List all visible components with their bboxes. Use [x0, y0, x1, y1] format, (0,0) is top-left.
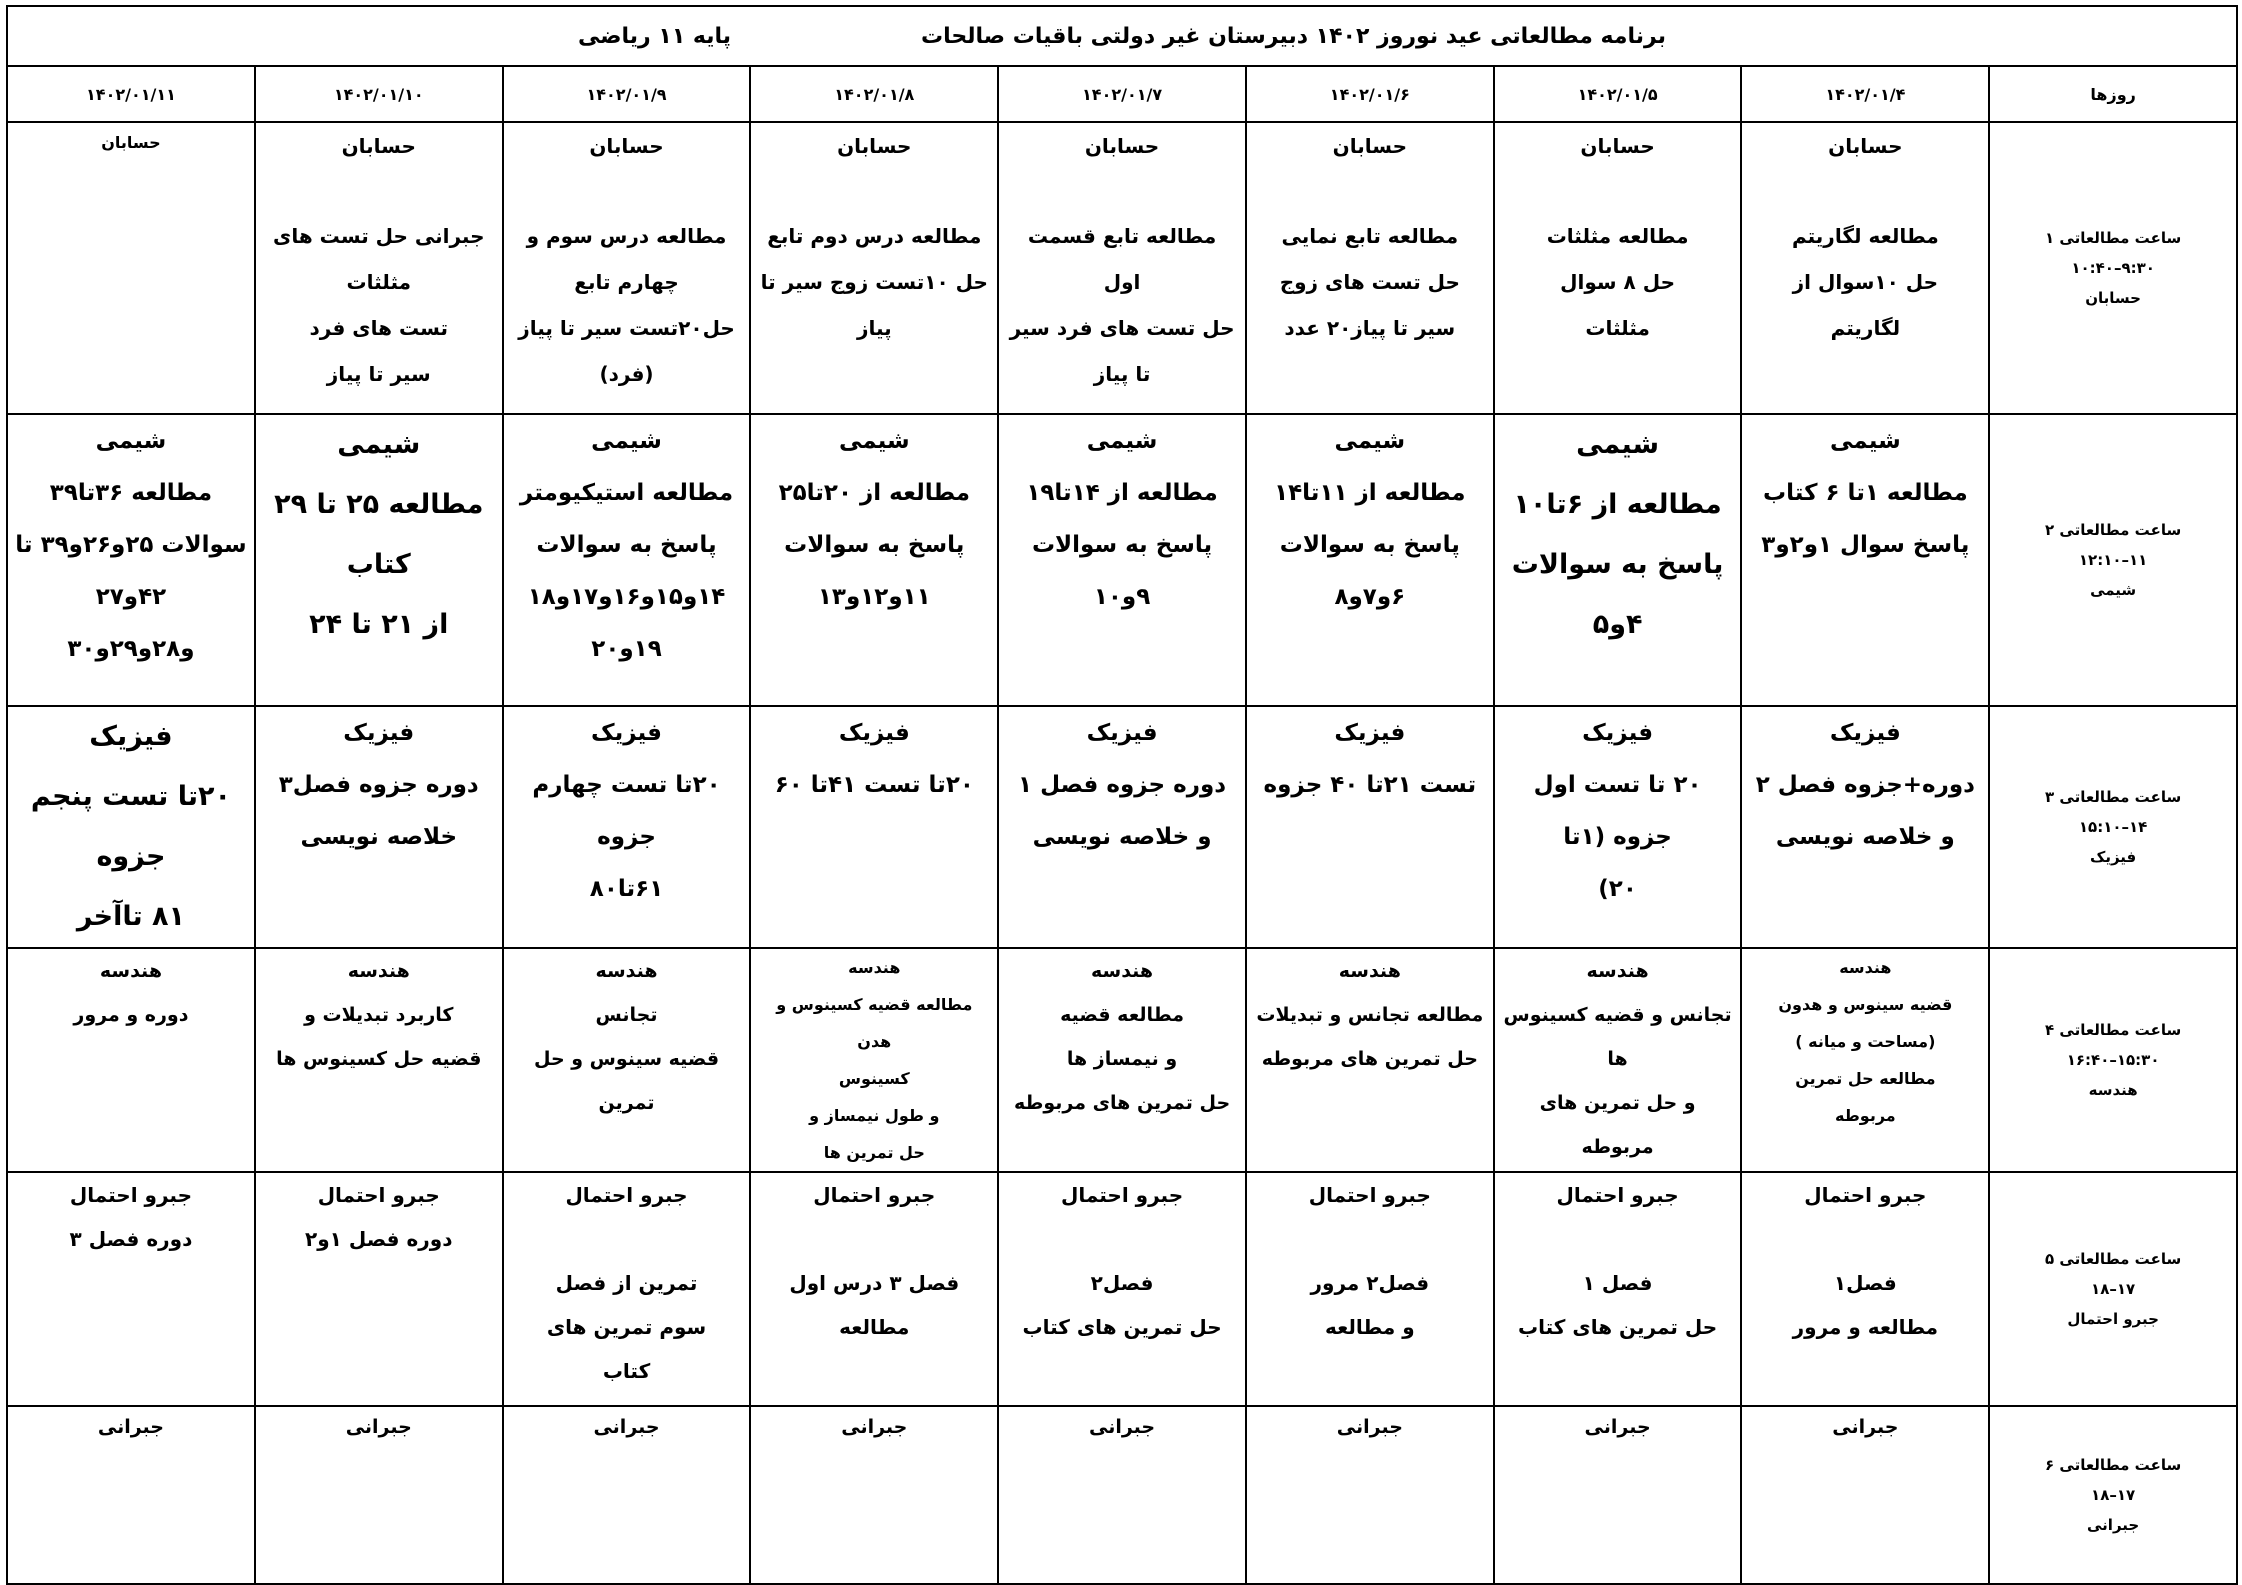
task-line: و خلاصه نویسی: [1032, 824, 1212, 850]
task-line: مطالعه ۲۵ تا ۲۹ کتاب: [274, 489, 484, 580]
spacer: [262, 169, 496, 213]
task-line: ۱۹و۲۰: [591, 636, 662, 662]
task-line: مطالعه ۳۶تا۳۹: [49, 480, 213, 506]
task-line: پاسخ سوال ۱و۲و۳: [1761, 532, 1970, 558]
subject-name: حسابان: [1580, 134, 1655, 158]
schedule-cell: [1246, 948, 1494, 1172]
task-line: فصل۲ مرور: [1310, 1271, 1430, 1295]
schedule-cell: [1494, 706, 1742, 948]
spacer: [757, 169, 991, 213]
task-line: فصل۱: [1833, 1271, 1897, 1295]
task-line: مطالعه تجانس و تبدیلات: [1256, 1004, 1484, 1026]
task-line: مطالعه تابع نمایی: [1281, 224, 1459, 248]
schedule-cell: [1246, 706, 1494, 948]
schedule-cell: [1246, 414, 1494, 706]
subject-name: شیمی: [1086, 428, 1158, 454]
session-label-line: ۱۵:۳۰–۱۶:۴۰: [2066, 1051, 2160, 1069]
task-line: قضیه حل کسینوس ها: [276, 1048, 482, 1070]
subject-name: جبرو احتمال: [1556, 1183, 1679, 1207]
task-line: تست ۲۱تا ۴۰ جزوه: [1263, 772, 1477, 798]
task-line: مطالعه استیکیومتر: [519, 480, 734, 506]
schedule-cell: [1246, 1406, 1494, 1584]
schedule-cell: [7, 122, 255, 414]
days-label: روزها: [1989, 66, 2237, 122]
task-line: اول: [1103, 270, 1141, 294]
subject-name: شیمی: [1830, 428, 1901, 454]
task-line: حل تمرین ها: [823, 1143, 925, 1162]
schedule-cell: [1494, 948, 1742, 1172]
schedule-cell: [255, 706, 503, 948]
spacer: [1005, 169, 1239, 213]
subject-name: جبرو احتمال: [1804, 1183, 1927, 1207]
spacer: [1005, 1217, 1239, 1261]
session-label: [1989, 1172, 2237, 1406]
schedule-cell: [255, 122, 503, 414]
task-line: دوره+جزوه فصل ۲: [1755, 772, 1975, 798]
schedule-cell: [1494, 414, 1742, 706]
session-label-line: ۱۴–۱۵:۱۰: [2078, 818, 2148, 836]
schedule-cell: [750, 948, 998, 1172]
task-line: ۶۱تا۸۰: [589, 876, 664, 902]
task-line: حل تمرین های مربوطه: [1013, 1092, 1231, 1114]
task-line: سوالات ۲۵و۲۶و۳۹ تا: [15, 532, 247, 558]
task-line: لگاریتم: [1830, 316, 1901, 340]
task-line: پاسخ به سوالات: [536, 532, 717, 558]
task-line: سیر تا پیاز۲۰ عدد: [1284, 316, 1456, 340]
schedule-cell: [998, 1406, 1246, 1584]
subject-name: جبرانی: [593, 1416, 660, 1438]
task-line: فصل ۳ درس اول: [789, 1271, 960, 1295]
session-label-line: جبرو احتمال: [2067, 1310, 2159, 1328]
date-header: ۱۴۰۲/۰۱/۸: [750, 66, 998, 122]
subject-name: شیمی: [1334, 428, 1406, 454]
task-line: ۴۲و۲۷: [95, 584, 167, 610]
session-label-line: جبرانی: [2087, 1516, 2140, 1534]
title-cell: [7, 6, 2237, 66]
schedule-cell: [1741, 122, 1989, 414]
task-line: تجانس و قضیه کسینوس ها: [1503, 1004, 1732, 1070]
task-line: مربوطه: [1835, 1106, 1896, 1125]
subject-name: هندسه: [347, 960, 410, 982]
task-line: حل ۸ سوال: [1560, 270, 1675, 294]
task-line: مطالعه حل تمرین: [1795, 1069, 1936, 1088]
session-label-line: فیزیک: [2089, 848, 2137, 866]
subject-name: فیزیک: [838, 720, 910, 746]
task-line: حل تمرین های کتاب: [1022, 1315, 1222, 1339]
subject-name: حسابان: [341, 134, 416, 158]
task-line: و خلاصه نویسی: [1775, 824, 1955, 850]
subject-name: هندسه: [848, 958, 901, 977]
subject-name: جبرانی: [1088, 1416, 1156, 1438]
task-line: دوره جزوه فصل ۱: [1018, 772, 1227, 798]
session-label-line: ۹:۳۰–۱۰:۴۰: [2071, 259, 2155, 277]
task-line: پاسخ به سوالات ۴و۵: [1511, 549, 1724, 640]
subject-name: فیزیک: [591, 720, 662, 746]
session-row: [7, 1172, 2237, 1406]
subject-name: جبرو احتمال: [1308, 1183, 1431, 1207]
spacer: [510, 169, 744, 213]
spacer: [510, 1217, 744, 1261]
task-line: از ۲۱ تا ۲۴: [309, 609, 449, 640]
session-label-line: شیمی: [2090, 581, 2137, 599]
session-label-line: ساعت مطالعاتی ۲: [2045, 521, 2182, 539]
task-line: ۲۰): [1598, 876, 1637, 902]
schedule-cell: [750, 706, 998, 948]
schedule-cell: [503, 414, 751, 706]
task-line: و طول نیمساز و: [809, 1106, 940, 1125]
schedule-cell: [998, 414, 1246, 706]
task-line: جزوه: [597, 824, 656, 850]
task-line: ۱۴و۱۵و۱۶و۱۷و۱۸: [527, 584, 726, 610]
subject-name: هندسه: [99, 960, 162, 982]
subject-name: جبرو احتمال: [565, 1183, 688, 1207]
schedule-cell: [750, 1172, 998, 1406]
subject-name: فیزیک: [1334, 720, 1406, 746]
session-label-line: ساعت مطالعاتی ۴: [2045, 1021, 2182, 1039]
subject-name: فیزیک: [1582, 720, 1654, 746]
spacer: [1748, 1217, 1982, 1261]
task-line: جبرانی حل تست های مثلثات: [273, 224, 485, 294]
session-label-line: ۱۷–۱۸: [2091, 1486, 2136, 1504]
subject-name: جبرو احتمال: [317, 1183, 440, 1207]
task-line: فصل ۱: [1582, 1271, 1653, 1295]
session-row: [7, 414, 2237, 706]
task-line: قضیه سینوس و حل تمرین: [533, 1048, 720, 1114]
schedule-cell: [503, 1172, 751, 1406]
task-line: ۲۰تا تست پنجم جزوه: [30, 781, 231, 872]
task-line: خلاصه نویسی: [300, 824, 458, 850]
subject-name: فیزیک: [1829, 720, 1901, 746]
subject-name: فیزیک: [1086, 720, 1158, 746]
schedule-cell: [1741, 1406, 1989, 1584]
task-line: مطالعه از ۱۴تا۱۹: [1026, 480, 1218, 506]
task-line: کسینوس: [838, 1069, 910, 1088]
schedule-cell: [503, 122, 751, 414]
task-line: کتاب: [602, 1359, 651, 1383]
task-line: مطالعه قضیه: [1060, 1004, 1184, 1026]
schedule-cell: [1494, 122, 1742, 414]
task-line: ۲۰تا تست ۴۱تا ۶۰: [774, 772, 974, 798]
date-header: ۱۴۰۲/۰۱/۱۰: [255, 66, 503, 122]
task-line: حل ۱۰سوال از: [1792, 270, 1939, 294]
subject-name: جبرانی: [97, 1416, 164, 1438]
schedule-cell: [7, 1406, 255, 1584]
schedule-cell: [1741, 414, 1989, 706]
date-header: ۱۴۰۲/۰۱/۶: [1246, 66, 1494, 122]
subject-name: حسابان: [1828, 134, 1903, 158]
task-line: ۲۰ تا تست اول جزوه (۱تا: [1533, 772, 1702, 850]
session-label: [1989, 122, 2237, 414]
subject-name: جبرو احتمال: [1060, 1183, 1184, 1207]
session-label-line: هندسه: [2088, 1081, 2138, 1099]
schedule-cell: [255, 1172, 503, 1406]
task-line: مطالعه از ۶تا۱۰: [1513, 489, 1722, 520]
task-line: و نیمساز ها: [1066, 1048, 1178, 1070]
task-line: پاسخ به سوالات ۹و۱۰: [1031, 532, 1213, 610]
task-line: مطالعه از ۱۱تا۱۴: [1274, 480, 1466, 506]
task-line: مطالعه ۱تا ۶ کتاب: [1762, 480, 1968, 506]
task-line: حل ۱۰تست زوج سیر تا پیاز: [760, 270, 988, 340]
schedule-cell: [1741, 1172, 1989, 1406]
spacer: [1253, 1217, 1487, 1261]
subject-name: جبرانی: [1832, 1416, 1899, 1438]
task-line: دوره فصل ۱و۲: [305, 1227, 453, 1251]
task-line: حل۲۰تست سیر تا پیاز (فرد): [518, 316, 735, 386]
session-label-line: ۱۱–۱۲:۱۰: [2078, 551, 2148, 569]
subject-name: شیمی: [337, 429, 421, 460]
subject-name: شیمی: [95, 428, 167, 454]
grade-label: پایه ۱۱ ریاضی: [578, 23, 732, 49]
schedule-cell: [7, 1172, 255, 1406]
subject-name: حسابان: [837, 134, 912, 158]
subject-name: حسابان: [1084, 134, 1160, 158]
task-line: تست های فرد: [309, 316, 448, 340]
spacer: [757, 1217, 991, 1261]
task-line: تجانس: [595, 1004, 658, 1026]
task-line: تمرین از فصل: [555, 1271, 698, 1295]
schedule-cell: [998, 706, 1246, 948]
schedule-cell: [255, 1406, 503, 1584]
task-line: ۸۱ تاآخر: [76, 901, 186, 932]
subject-name: هندسه: [1338, 960, 1401, 982]
task-line: مطالعه قضیه کسینوس و هدن: [776, 995, 973, 1051]
session-label-line: ساعت مطالعاتی ۶: [2045, 1456, 2182, 1474]
subject-name: حسابان: [101, 133, 161, 152]
subject-name: هندسه: [1090, 960, 1154, 982]
subject-name: جبرانی: [1336, 1416, 1403, 1438]
session-label-line: ساعت مطالعاتی ۵: [2045, 1250, 2182, 1268]
task-line: مطالعه لگاریتم: [1791, 224, 1939, 248]
task-line: و مطالعه: [1324, 1315, 1415, 1339]
session-label: [1989, 414, 2237, 706]
task-line: حل تست های فرد سیر تا پیاز: [1009, 316, 1235, 386]
task-line: مطالعه تابع قسمت: [1027, 224, 1217, 248]
session-label-line: ساعت مطالعاتی ۳: [2045, 788, 2182, 806]
schedule-table: [6, 5, 2238, 1585]
session-row: [7, 706, 2237, 948]
task-line: فصل۲: [1090, 1271, 1154, 1295]
subject-name: جبرو احتمال: [813, 1183, 936, 1207]
task-line: مطالعه: [839, 1315, 910, 1339]
subject-name: حسابان: [589, 134, 664, 158]
schedule-cell: [998, 122, 1246, 414]
subject-name: شیمی: [1576, 429, 1660, 460]
schedule-cell: [503, 948, 751, 1172]
schedule-cell: [503, 1406, 751, 1584]
task-line: مطالعه درس دوم تابع: [767, 224, 982, 248]
task-line: مطالعه از ۲۰تا۲۵: [778, 480, 970, 506]
subject-name: جبرانی: [1584, 1416, 1651, 1438]
schedule-cell: [1494, 1406, 1742, 1584]
header-row: [7, 66, 2237, 122]
date-header: ۱۴۰۲/۰۱/۷: [998, 66, 1246, 122]
subject-name: حسابان: [1332, 134, 1407, 158]
subject-name: فیزیک: [343, 720, 415, 746]
spacer: [1501, 1217, 1735, 1261]
schedule-cell: [1494, 1172, 1742, 1406]
subject-name: شیمی: [838, 428, 910, 454]
schedule-cell: [1246, 1172, 1494, 1406]
task-line: مثلثات: [1585, 316, 1650, 340]
task-line: قضیه سینوس و هدون: [1778, 995, 1953, 1014]
schedule-cell: [1741, 706, 1989, 948]
session-label: [1989, 1406, 2237, 1584]
task-line: سوم تمرین های: [546, 1315, 707, 1339]
schedule-cell: [750, 1406, 998, 1584]
date-header: ۱۴۰۲/۰۱/۵: [1494, 66, 1742, 122]
schedule-cell: [1246, 122, 1494, 414]
spacer: [1253, 169, 1487, 213]
schedule-cell: [1741, 948, 1989, 1172]
task-line: کاربرد تبدیلات و: [304, 1004, 454, 1026]
task-line: (مساحت و میانه ): [1795, 1032, 1936, 1051]
spacer: [1501, 169, 1735, 213]
session-label-line: ساعت مطالعاتی ۱: [2045, 229, 2182, 247]
spacer: [1748, 169, 1982, 213]
task-line: و حل تمرین های مربوطه: [1539, 1092, 1696, 1158]
schedule-cell: [998, 948, 1246, 1172]
task-line: دوره و مرور: [73, 1004, 189, 1026]
task-line: مطالعه و مرور: [1792, 1315, 1939, 1339]
subject-name: هندسه: [595, 960, 658, 982]
schedule-cell: [998, 1172, 1246, 1406]
task-line: مطالعه درس سوم و: [526, 224, 727, 248]
subject-name: فیزیک: [89, 721, 173, 752]
task-line: و۲۸و۲۹و۳۰: [67, 636, 195, 662]
task-line: حل تمرین های مربوطه: [1261, 1048, 1478, 1070]
session-label: [1989, 706, 2237, 948]
task-line: پاسخ به سوالات ۱۱و۱۲و۱۳: [784, 532, 965, 610]
task-line: حل تمرین های کتاب: [1518, 1315, 1718, 1339]
schedule-cell: [750, 122, 998, 414]
subject-name: هندسه: [1839, 958, 1892, 977]
schedule-cell: [7, 706, 255, 948]
page-title: برنامه مطالعاتی عید نوروز ۱۴۰۲ دبیرستان غیر دولتی باقیات صالحات: [921, 23, 1666, 49]
task-line: مطالعه مثلثات: [1546, 224, 1689, 248]
session-label: [1989, 948, 2237, 1172]
subject-name: جبرانی: [345, 1416, 412, 1438]
schedule-cell: [255, 948, 503, 1172]
date-header: ۱۴۰۲/۰۱/۱۱: [7, 66, 255, 122]
session-row: [7, 948, 2237, 1172]
schedule-cell: [7, 948, 255, 1172]
task-line: حل تست های زوج: [1279, 270, 1460, 294]
session-row: [7, 1406, 2237, 1584]
session-row: [7, 122, 2237, 414]
schedule-cell: [750, 414, 998, 706]
task-line: سیر تا پیاز: [326, 362, 431, 386]
schedule-cell: [7, 414, 255, 706]
subject-name: جبرانی: [841, 1416, 908, 1438]
task-line: دوره فصل ۳: [69, 1227, 193, 1251]
task-line: چهارم تابع: [574, 270, 679, 294]
session-label-line: ۱۷–۱۸: [2091, 1280, 2136, 1298]
date-header: ۱۴۰۲/۰۱/۴: [1741, 66, 1989, 122]
task-line: ۲۰تا تست چهارم: [532, 772, 721, 798]
subject-name: هندسه: [1586, 960, 1649, 982]
subject-name: جبرو احتمال: [69, 1183, 192, 1207]
task-line: دوره جزوه فصل۳: [278, 772, 479, 798]
task-line: پاسخ به سوالات ۶و۷و۸: [1279, 532, 1460, 610]
session-label-line: حسابان: [2085, 289, 2141, 307]
schedule-cell: [255, 414, 503, 706]
date-header: ۱۴۰۲/۰۱/۹: [503, 66, 751, 122]
subject-name: شیمی: [591, 428, 662, 454]
schedule-cell: [503, 706, 751, 948]
